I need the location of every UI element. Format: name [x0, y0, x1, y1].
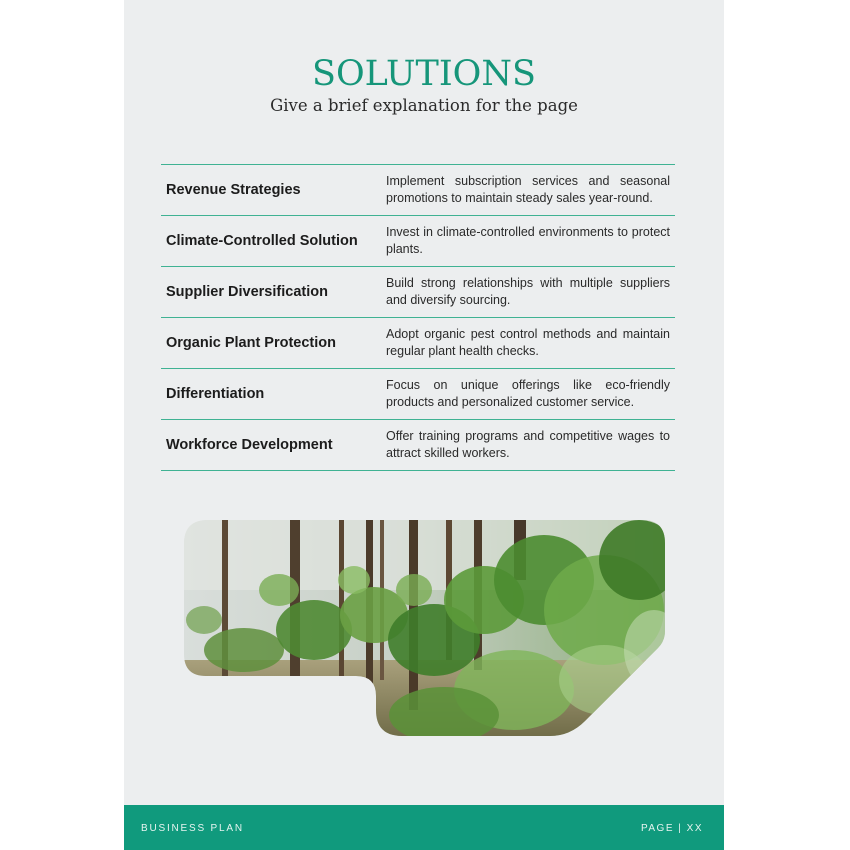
solution-description: Invest in climate-controlled environments to protect plants.	[386, 225, 670, 256]
solutions-table	[161, 164, 675, 471]
solution-row	[161, 369, 675, 420]
page-subtitle: Give a brief explanation for the page	[270, 96, 578, 115]
document-page	[124, 0, 724, 850]
greenhouse-plants-photo	[184, 520, 665, 736]
solution-row	[161, 420, 675, 471]
solution-row	[161, 267, 675, 318]
footer-page-number: PAGE | XX	[640, 823, 703, 834]
solution-label: Differentiation	[166, 386, 265, 402]
solution-description: Focus on unique offerings like eco-friendly products and personalized customer service.	[386, 378, 670, 409]
footer-bar	[124, 805, 724, 850]
solution-row	[161, 216, 675, 267]
solution-row	[161, 318, 675, 369]
solution-label: Supplier Diversification	[166, 284, 328, 300]
solution-label: Revenue Strategies	[166, 182, 301, 198]
solution-label: Workforce Development	[166, 437, 333, 453]
solution-description: Offer training programs and competitive wages to attract skilled workers.	[386, 429, 670, 460]
page-title: SOLUTIONS	[312, 54, 536, 94]
solution-label: Climate-Controlled Solution	[166, 233, 358, 249]
solution-row	[161, 165, 675, 216]
solution-label: Organic Plant Protection	[166, 335, 336, 351]
solution-description: Build strong relationships with multiple suppliers and diversify sourcing.	[386, 276, 670, 307]
footer-document-name: BUSINESS PLAN	[141, 823, 244, 834]
solution-description: Adopt organic pest control methods and maintain regular plant health checks.	[386, 327, 670, 358]
solution-description: Implement subscription services and seasonal promotions to maintain steady sales year-round.	[386, 174, 670, 205]
